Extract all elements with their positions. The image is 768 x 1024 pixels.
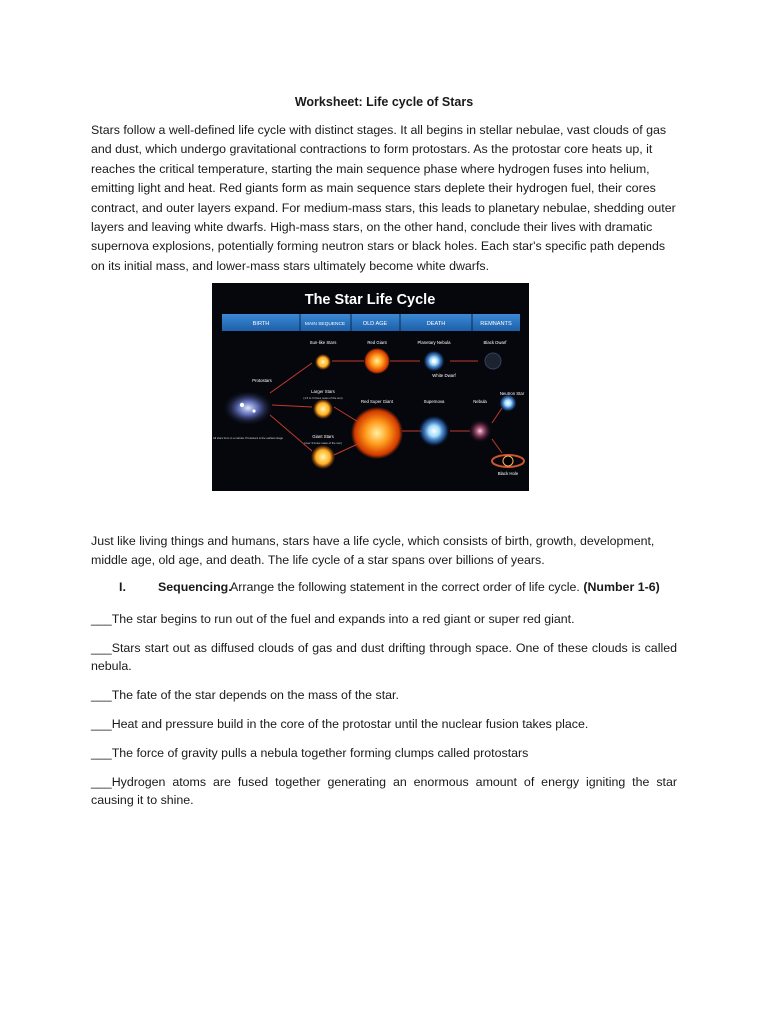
supernova-image bbox=[418, 415, 450, 447]
label-nebula: Nebula bbox=[473, 399, 487, 404]
answer-blank[interactable]: ___ bbox=[91, 612, 112, 626]
stage-label-death: DEATH bbox=[426, 321, 446, 327]
label-black-dwarf: Black Dwarf bbox=[483, 340, 507, 345]
answer-blank[interactable]: ___ bbox=[91, 641, 112, 655]
red-giant-image bbox=[364, 348, 390, 374]
star-life-cycle-figure bbox=[212, 283, 529, 491]
label-neutron-star: Neutron Star bbox=[499, 391, 525, 396]
red-super-giant-image bbox=[351, 407, 403, 459]
black-hole-image bbox=[503, 456, 513, 466]
label-larger-stars: Larger Stars bbox=[311, 389, 335, 394]
list-item bbox=[91, 639, 677, 675]
stage-label-birth: BIRTH bbox=[252, 321, 270, 327]
item-text: The star begins to run out of the fuel and expands into a red giant or super red giant. bbox=[111, 612, 575, 626]
label-protostars: Protostars bbox=[252, 378, 272, 383]
list-item bbox=[91, 686, 677, 704]
life-cycle-paragraph: Just like living things and humans, stars have a life cycle, which consists of birth, growth, development, middle age, old age, and death. The life cycle of a star spans over billions of years. bbox=[91, 534, 655, 567]
protostar-cloud-image bbox=[222, 390, 274, 426]
item-text: Stars start out as diffused clouds of gas and dust drifting through space. One of these clouds is called nebula. bbox=[91, 641, 677, 673]
label-sun-like-stars: Sun-like Stars bbox=[309, 340, 337, 345]
stage-label-old-age: OLD AGE bbox=[362, 321, 388, 327]
label-white-dwarf: White Dwarf bbox=[432, 373, 456, 378]
answer-blank[interactable]: ___ bbox=[91, 717, 112, 731]
section-number: I. bbox=[119, 580, 126, 594]
label-red-giant: Red Giant bbox=[367, 340, 387, 345]
stage-label-main-sequence: MAIN SEQUENCE bbox=[304, 322, 346, 327]
label-giant-stars: Giant Stars bbox=[312, 434, 334, 439]
answer-blank[interactable]: ___ bbox=[91, 746, 112, 760]
item-text: Heat and pressure build in the core of the protostar until the nuclear fusion takes place. bbox=[111, 717, 589, 731]
giant-star-image bbox=[311, 445, 335, 469]
answer-blank[interactable]: ___ bbox=[91, 688, 112, 702]
label-black-hole: Black Hole bbox=[497, 471, 519, 476]
stage-label-remnants: REMNANTS bbox=[480, 321, 512, 327]
list-item bbox=[91, 744, 677, 762]
nebula-remnant-image bbox=[468, 419, 492, 443]
section-instruction: Arrange the following statement in the correct order of life cycle. bbox=[230, 580, 580, 594]
list-item bbox=[91, 715, 677, 733]
section-note: (Number 1-6) bbox=[583, 580, 660, 594]
item-text: Hydrogen atoms are fused together generating an enormous amount of energy igniting the star causing it to shine. bbox=[91, 775, 677, 807]
label-birth-note: All stars born in a nebula. Protostars is the earliest stage bbox=[213, 436, 283, 440]
label-planetary-nebula: Planetary Nebula bbox=[417, 340, 451, 345]
sequencing-items bbox=[91, 610, 677, 820]
answer-blank[interactable]: ___ bbox=[91, 775, 112, 789]
section-instruction-line bbox=[230, 580, 660, 594]
figure-heading: The Star Life Cycle bbox=[304, 292, 436, 308]
section-title: Sequencing. bbox=[158, 580, 232, 594]
larger-star-image bbox=[313, 399, 333, 419]
list-item bbox=[91, 610, 677, 628]
neutron-star-image bbox=[499, 394, 517, 412]
worksheet-title: Worksheet: Life cycle of Stars bbox=[294, 95, 474, 109]
black-dwarf-image bbox=[485, 353, 501, 369]
list-item bbox=[91, 773, 677, 809]
label-larger-stars-note: (1.5 to 3 times mass of the sun) bbox=[303, 396, 343, 400]
label-supernova: Supernova bbox=[423, 399, 445, 404]
sun-like-star-image bbox=[315, 354, 331, 370]
item-text: The force of gravity pulls a nebula together forming clumps called protostars bbox=[111, 746, 529, 760]
item-text: The fate of the star depends on the mass of the star. bbox=[111, 688, 399, 702]
intro-paragraph: Stars follow a well-defined life cycle with distinct stages. It all begins in stellar nebulae, vast clouds of gas and dust, which undergo gravitational contractions to form protostars. As the protostar core heats up, it reaches the critical temperature, starting the main sequence phase where hydrogen fuses into helium, emitting light and heat. Red giants form as main sequence stars deplete their hydrogen fuel, their cores contract, and outer layers expand. For medium-mass stars, this leads to planetary nebulae, shedding outer layers and leaving white dwarfs. High-mass stars, on the other hand, conclude their lives with dramatic supernova explosions, potentially forming neutron stars or black holes. Each star's specific path depends on its initial mass, and lower-mass stars ultimately become white dwarfs. bbox=[91, 123, 676, 273]
label-red-super-giant: Red Super Giant bbox=[360, 399, 394, 404]
label-giant-stars-note: (over 3 times mass of the sun) bbox=[304, 441, 342, 445]
star-life-cycle-diagram bbox=[212, 283, 529, 491]
